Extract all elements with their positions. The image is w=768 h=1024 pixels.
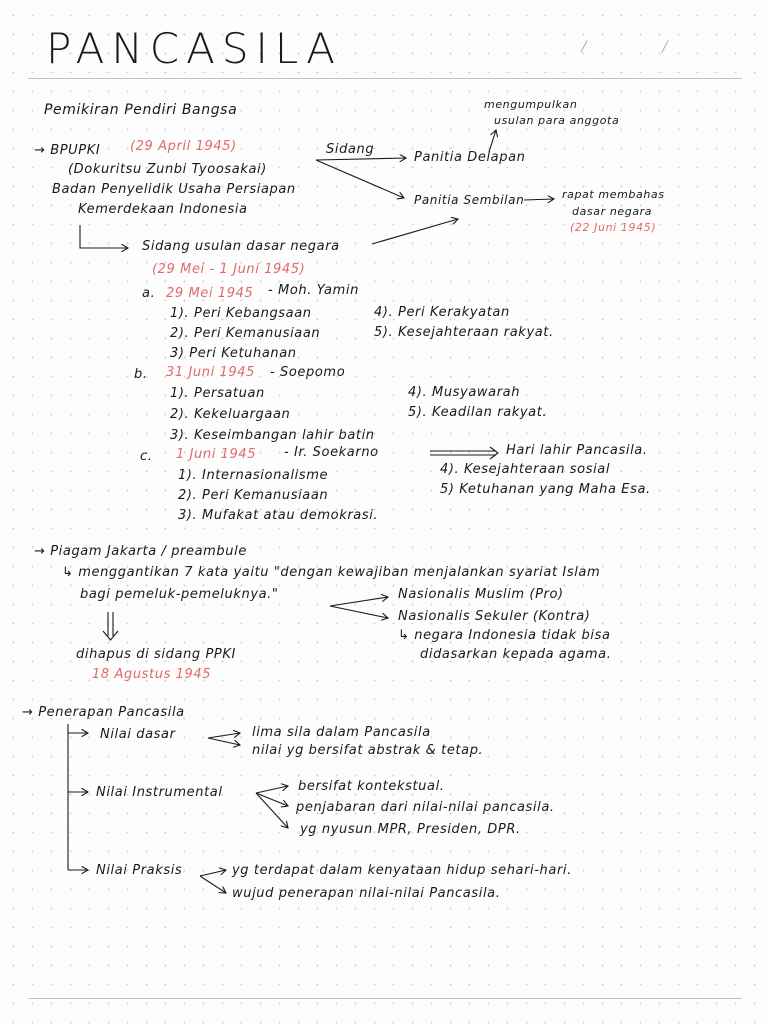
c-date: 1 Juni 1945	[176, 447, 257, 462]
kumpul-line-2: usulan para anggota	[494, 114, 620, 127]
a-item-1: 1). Peri Kebangsaan	[170, 306, 312, 321]
arrow-to-nasionalis-muslim	[330, 597, 388, 606]
negara-line-1: ↳ negara Indonesia tidak bisa	[398, 628, 611, 643]
arrow-usulan-to-sembilan	[372, 219, 458, 244]
c-item-3: 3). Mufakat atau demokrasi.	[178, 508, 379, 523]
hari-lahir: Hari lahir Pancasila.	[506, 443, 648, 458]
ni-item-2: penjabaran dari nilai-nilai pancasila.	[296, 800, 555, 815]
bpupki-label: → BPUPKI	[34, 143, 101, 158]
nilai-praksis-label: Nilai Praksis	[96, 863, 183, 878]
a-name: - Moh. Yamin	[268, 283, 359, 298]
a-date: 29 Mei 1945	[166, 286, 254, 301]
penerapan-heading: → Penerapan Pancasila	[22, 705, 185, 720]
arrow-to-kumpulkan	[489, 130, 496, 152]
double-arrow-hari-lahir	[430, 451, 496, 455]
kumpul-line-1: mengumpulkan	[484, 98, 578, 111]
b-date: 31 Juni 1945	[166, 365, 256, 380]
c-name: - Ir. Soekarno	[284, 445, 379, 460]
panitia-delapan: Panitia Delapan	[414, 150, 526, 165]
b-item-1: 1). Persatuan	[170, 386, 265, 401]
b-item-4: 4). Musyawarah	[408, 385, 521, 400]
a-item-4: 4). Peri Kerakyatan	[374, 305, 510, 320]
arrow-to-panitia-delapan	[316, 158, 406, 160]
nilai-instrumental-label: Nilai Instrumental	[96, 785, 223, 800]
nasionalis-muslim: Nasionalis Muslim (Pro)	[398, 587, 564, 602]
date-slash-2	[661, 40, 668, 53]
nd-item-2: nilai yg bersifat abstrak & tetap.	[252, 743, 484, 758]
badan-line-2: Kemerdekaan Indonesia	[78, 202, 248, 217]
a-item-5: 5). Kesejahteraan rakyat.	[374, 325, 554, 340]
bpupki-date: (29 April 1945)	[130, 139, 237, 154]
a-label: a.	[142, 286, 156, 301]
arrow-np-1	[200, 870, 226, 876]
arrow-ni-3	[256, 793, 288, 828]
arrow-nd-1	[208, 733, 240, 738]
sidang-usulan: Sidang usulan dasar negara	[142, 239, 340, 254]
ni-item-1: bersifat kontekstual.	[298, 779, 445, 794]
c-item-1: 1). Internasionalisme	[178, 468, 329, 483]
arrow-to-nasionalis-sekuler	[330, 606, 388, 618]
arrow-np-2	[200, 876, 226, 893]
dihapus-date: 18 Agustus 1945	[92, 667, 212, 682]
c-item-2: 2). Peri Kemanusiaan	[178, 488, 329, 503]
dihapus-text: dihapus di sidang PPKI	[76, 647, 236, 662]
piagam-heading: → Piagam Jakarta / preambule	[34, 544, 247, 559]
negara-line-2: didasarkan kepada agama.	[420, 647, 612, 662]
b-item-5: 5). Keadilan rakyat.	[408, 405, 548, 420]
arrow-ni-2	[256, 793, 288, 806]
double-down-arrow	[108, 612, 113, 636]
dokuritsu-text: (Dokuritsu Zunbi Tyoosakai)	[68, 162, 267, 177]
arrow-ni-1	[256, 786, 288, 793]
arrow-nd-2	[208, 738, 240, 745]
np-item-1: yg terdapat dalam kenyataan hidup sehari-hari.	[232, 863, 572, 878]
sidang-usulan-date: (29 Mei - 1 Juni 1945)	[152, 262, 306, 277]
rapat-line-1: rapat membahas	[562, 188, 665, 201]
rapat-date: (22 Juni 1945)	[570, 221, 657, 234]
c-label: c.	[140, 449, 153, 464]
section-heading-pemikiran: Pemikiran Pendiri Bangsa	[44, 102, 238, 118]
rapat-line-2: dasar negara	[572, 205, 653, 218]
panitia-sembilan: Panitia Sembilan	[414, 193, 525, 207]
b-item-2: 2). Kekeluargaan	[170, 407, 291, 422]
nasionalis-sekuler: Nasionalis Sekuler (Kontra)	[398, 609, 591, 624]
arrow-to-rapat	[524, 199, 554, 200]
a-item-2: 2). Peri Kemanusiaan	[170, 326, 321, 341]
np-item-2: wujud penerapan nilai-nilai Pancasila.	[232, 886, 501, 901]
a-item-3: 3) Peri Ketuhanan	[170, 346, 297, 361]
piagam-line-2: bagi pemeluk-pemeluknya."	[80, 587, 279, 602]
b-label: b.	[134, 367, 148, 382]
header-rule	[28, 78, 742, 79]
nd-item-1: lima sila dalam Pancasila	[252, 725, 431, 740]
connector-sidang-usulan	[80, 225, 128, 248]
page-title: PANCASILA	[46, 24, 342, 73]
badan-line-1: Badan Penyelidik Usaha Persiapan	[52, 182, 296, 197]
nilai-dasar-label: Nilai dasar	[100, 727, 176, 742]
arrow-to-panitia-sembilan	[316, 160, 404, 198]
ni-item-3: yg nyusun MPR, Presiden, DPR.	[300, 822, 521, 837]
c-item-4: 4). Kesejahteraan sosial	[440, 462, 611, 477]
date-slash-1	[580, 40, 587, 53]
b-name: - Soepomo	[270, 365, 346, 380]
c-item-5: 5) Ketuhanan yang Maha Esa.	[440, 482, 651, 497]
footer-rule	[28, 998, 742, 999]
piagam-line-1: ↳ menggantikan 7 kata yaitu "dengan kewajiban menjalankan syariat Islam	[62, 565, 601, 580]
sidang-label: Sidang	[326, 142, 375, 157]
b-item-3: 3). Keseimbangan lahir batin	[170, 428, 375, 443]
